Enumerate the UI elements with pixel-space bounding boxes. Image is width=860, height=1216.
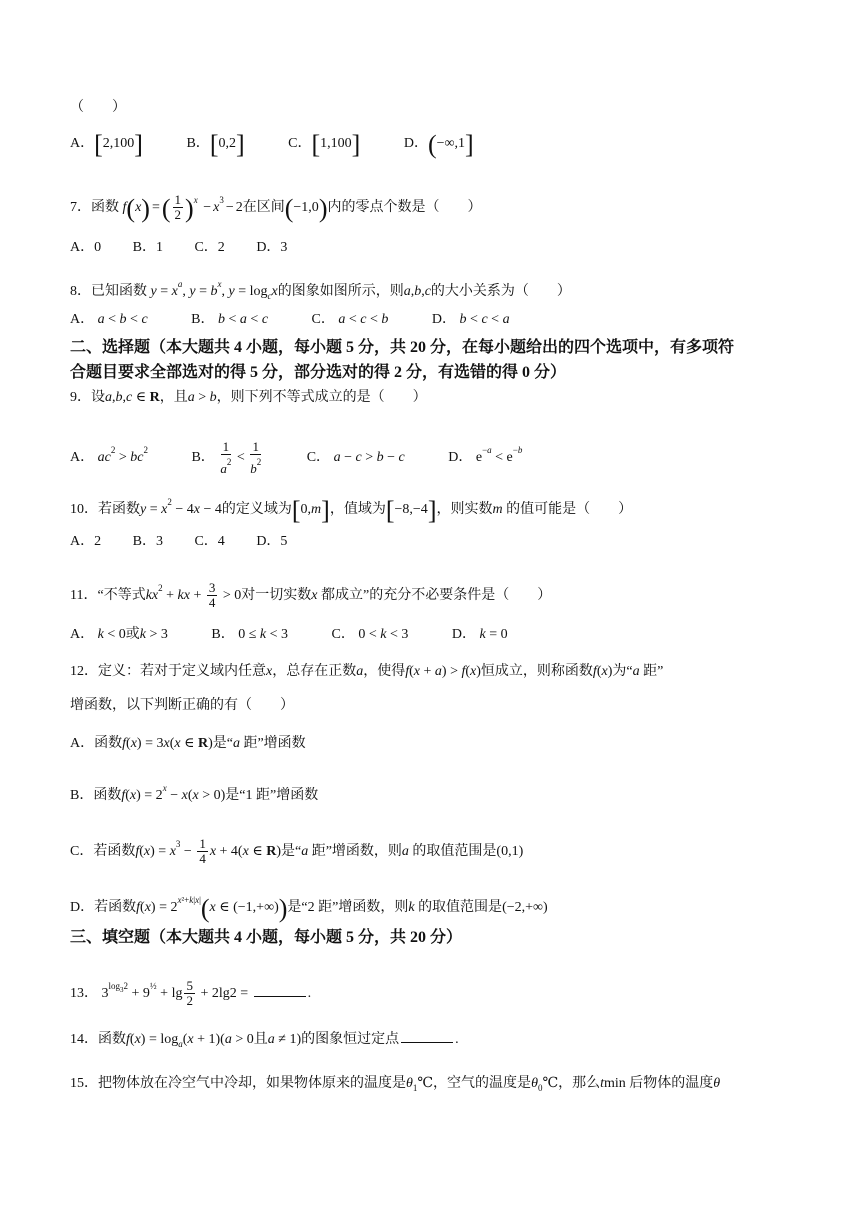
q9-stem: 9．设a,b,c ∈ R，且a > b，则下列不等式成立的是（ ） xyxy=(70,390,427,405)
q9-option-a: A． $ac^2 > bc^2$ xyxy=(70,445,148,466)
q8-option-c: C． a < c < b xyxy=(311,312,389,327)
q8-option-d: D． b < c < a xyxy=(431,312,510,327)
q12-option-a: A．函数f(x) = 3x(x ∈ R)是“a 距”增函数 xyxy=(70,736,306,751)
q7-option-a: A．0 xyxy=(70,240,102,255)
q7-options xyxy=(70,238,287,258)
q10-option-d: D．5 xyxy=(256,534,288,549)
q10-options xyxy=(70,532,287,552)
q14-stem: 14．函数$f(x) = \log_a(x + 1)(a > 0$且a ≠ 1)的图象恒过定点 . xyxy=(70,1032,459,1049)
q10-option-b: B．3 xyxy=(132,534,163,549)
q8-option-b: B． b < a < c xyxy=(191,312,269,327)
q12-option-c: C．若函数$f(x) = x^3$ − $\frac{1}{4}$ x + 4(x ∈ R)是“a 距”增函数，则a 的取值范围是(0,1) xyxy=(70,836,524,867)
q13-answer-blank[interactable] xyxy=(254,996,306,997)
q6-option-c: C．[1,100] xyxy=(288,130,361,159)
q10-option-c: C．4 xyxy=(194,534,225,549)
q8-option-a: A． a < b < c xyxy=(70,312,148,327)
q11-option-a: A． k < 0或k > 3 xyxy=(70,627,168,642)
q11-stem: 11．“不等式$kx^2$ + kx + $\frac{3}{4}$ > 0对一切实数x 都成立”的充分不必要条件是（ ） xyxy=(70,580,552,611)
q9-options xyxy=(70,440,522,476)
q8-stem: 8．已知函数 $y = x^a$, $y = b^x$, $y = \log_cx$的图象如图所示，则a,b,c的大小关系为（ ） xyxy=(70,279,571,301)
section-2-heading-line1: 二、选择题（本大题共 4 小题，每小题 5 分，共 20 分，在每小题给出的四个选项中，有多项符 xyxy=(70,339,735,356)
section-3-heading: 三、填空题（本大题共 4 小题，每小题 5 分，共 20 分） xyxy=(70,929,463,946)
q6-options xyxy=(70,130,474,159)
q8-options xyxy=(70,310,510,330)
q9-option-d: D． $e^{-a} < e^{-b}$ xyxy=(448,445,523,466)
q7-option-b: B．1 xyxy=(132,240,163,255)
q9-option-c: C． a − c > b − c xyxy=(306,450,405,466)
q14-answer-blank[interactable] xyxy=(401,1042,453,1043)
q9-option-b: B． $\frac{1}{a^2}$ < $\frac{1}{b^2}$ xyxy=(191,439,262,476)
q11-option-d: D． k = 0 xyxy=(451,627,508,642)
q10-option-a: A．2 xyxy=(70,534,102,549)
q7-option-d: D．3 xyxy=(256,240,288,255)
section-2-heading-line2: 合题目要求全部选对的得 5 分，部分选对的得 2 分，有选错的得 0 分） xyxy=(70,364,567,381)
q11-option-b: B． 0 ≤ k < 3 xyxy=(211,627,289,642)
q6-option-a: A．[2,100] xyxy=(70,130,143,159)
q11-options xyxy=(70,625,508,645)
q7-option-c: C．2 xyxy=(194,240,225,255)
q6-paren: （ ） xyxy=(70,100,126,115)
q11-option-c: C． 0 < k < 3 xyxy=(331,627,409,642)
q6-option-b: B．[0,2] xyxy=(186,130,245,159)
q12-stem-line1: 12．定义：若对于定义域内任意x，总存在正数a，使得f(x + a) > f(x)恒成立，则称函数f(x)为“a 距” xyxy=(70,664,664,679)
q10-stem: 10．若函数$y = x^2 - 4x - 4$的定义域为[0,m]，值域为[−8,−4]，则实数m 的值可能是（ ） xyxy=(70,496,633,525)
q12-option-d: D．若函数$f(x) = 2^{x^2+k|x|}(x$ ∈ (−1,+∞))是“2 距”增函数，则k 的取值范围是(−2,+∞) xyxy=(70,894,548,923)
q6-option-d: D．(−∞,1] xyxy=(403,130,474,159)
q12-stem-line2: 增函数，以下判断正确的有（ ） xyxy=(70,698,294,713)
q13-stem: 13． $3^{log_32} + 9^{\frac{1}{2}} + \lg$ $\frac{5}{2}$ + 2lg2 = . xyxy=(70,978,312,1009)
q7-stem: 7．函数 f(x) =( $\frac{1}{2}$ )$^x - x^3 - 2$在区间(−1,0)内的零点个数是（ ） xyxy=(70,192,482,223)
q15-stem: 15．把物体放在冷空气中冷却，如果物体原来的温度是$\theta_1℃$，空气的温度是$\theta_0℃$，那么tmin 后物体的温度θ xyxy=(70,1076,721,1093)
q12-option-b: B．函数$f(x) = 2^x - x(x > 0)$是“1 距”增函数 xyxy=(70,783,319,803)
